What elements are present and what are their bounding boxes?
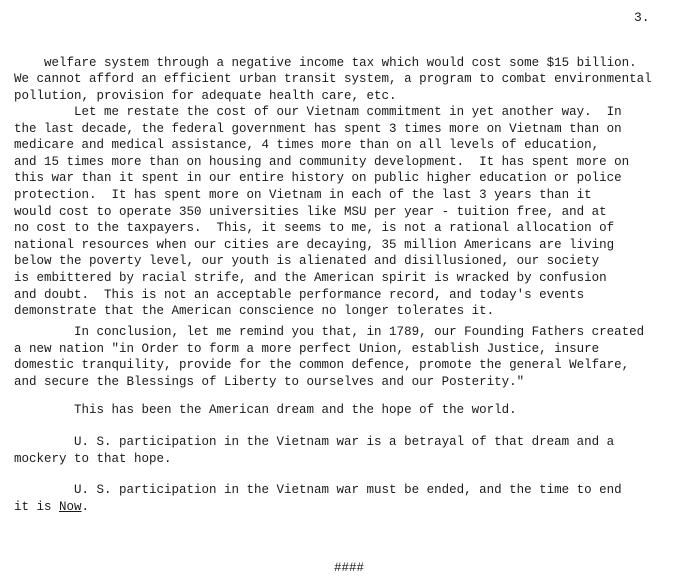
paragraph-conclusion — [14, 324, 644, 390]
paragraph-vietnam-cost — [14, 104, 629, 320]
text-line: and doubt. This is not an acceptable performance record, and today's events — [14, 287, 585, 302]
text-line: would cost to operate 350 universities like MSU per year - tuition free, and at — [14, 204, 607, 219]
closing-emphasis-now: Now — [59, 499, 82, 514]
text-line: welfare system through a negative income tax which would cost some $15 billion. — [44, 55, 637, 70]
text-line: domestic tranquility, provide for the common defence, promote the general Welfare, — [14, 358, 630, 373]
text-line: below the poverty level, our youth is alienated and disillusioned, our society — [14, 254, 600, 269]
text-line: no cost to the taxpayers. This, it seems to me, is not a rational allocation of — [14, 221, 615, 236]
text-line: protection. It has spent more on Vietnam in each of the last 3 years than it — [14, 187, 592, 202]
text-line: the last decade, the federal government has spent 3 times more on Vietnam than on — [14, 121, 622, 136]
paragraph-closing — [14, 482, 622, 515]
text-line: national resources when our cities are decaying, 35 million Americans are living — [14, 237, 615, 252]
text-line: mockery to that hope. — [14, 451, 172, 466]
text-line: Let me restate the cost of our Vietnam commitment in yet another way. In — [14, 105, 622, 119]
paragraph-betrayal — [14, 434, 614, 467]
text-line: is embittered by racial strife, and the American spirit is wracked by confusion — [14, 270, 607, 285]
text-line: this war than it spent in our entire history on public higher education or police — [14, 171, 622, 186]
text-line: U. S. participation in the Vietnam war is a betrayal of that dream and a — [14, 435, 615, 449]
text-line: In conclusion, let me remind you that, in 1789, our Founding Fathers created — [14, 325, 645, 339]
text-line: U. S. participation in the Vietnam war must be ended, and the time to end — [14, 483, 622, 497]
closing-prefix: it is — [14, 499, 60, 514]
text-line: We cannot afford an efficient urban transit system, a program to combat environmental — [14, 72, 652, 87]
paragraph-american-dream — [14, 402, 517, 419]
text-line: and 15 times more than on housing and community development. It has spent more on — [14, 154, 630, 169]
paragraph-welfare — [14, 38, 652, 104]
text-line: and secure the Blessings of Liberty to ourselves and our Posterity." — [14, 374, 525, 389]
text-line: demonstrate that the American conscience no longer tolerates it. — [14, 304, 495, 319]
closing-suffix: . — [81, 499, 90, 514]
text-line: medicare and medical assistance, 4 times more than on all levels of education, — [14, 138, 600, 153]
text-line: This has been the American dream and the hope of the world. — [14, 403, 517, 417]
end-marks: #### — [334, 561, 365, 575]
page-number: 3. — [634, 10, 650, 25]
text-line: pollution, provision for adequate health care, etc. — [14, 88, 397, 103]
text-line: a new nation "in Order to form a more perfect Union, establish Justice, insure — [14, 341, 600, 356]
